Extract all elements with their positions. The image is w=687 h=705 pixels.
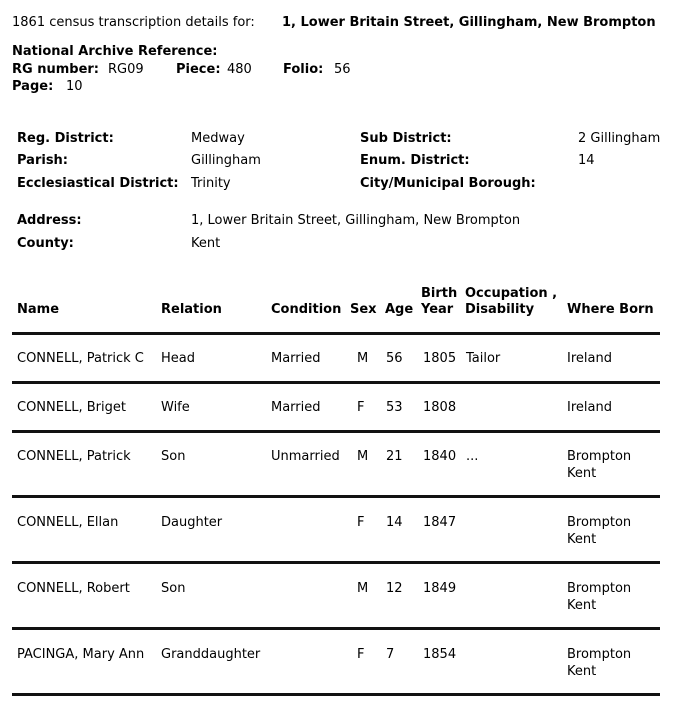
table-divider <box>12 495 660 498</box>
table-divider <box>12 561 660 564</box>
parish-value: Gillingham <box>191 153 261 168</box>
row-where-born-line2: Kent <box>567 532 597 547</box>
rg-number-value: RG09 <box>108 62 144 77</box>
col-header-disability: Disability <box>465 302 535 317</box>
row-name: CONNELL, Ellan <box>17 515 119 530</box>
city-borough-label: City/Municipal Borough: <box>360 176 536 191</box>
row-condition: Unmarried <box>271 449 340 464</box>
col-header-age: Age <box>385 302 414 317</box>
reg-district-label: Reg. District: <box>17 131 114 146</box>
col-header-birth: Birth <box>421 286 458 301</box>
row-birth-year: 1849 <box>423 581 457 596</box>
row-name: CONNELL, Patrick <box>17 449 131 464</box>
col-header-name: Name <box>17 302 60 317</box>
row-occupation: ... <box>466 449 479 464</box>
table-divider <box>12 381 660 384</box>
row-age: 53 <box>386 400 403 415</box>
page-label: Page: <box>12 79 54 94</box>
county-label: County: <box>17 236 74 251</box>
row-relation: Daughter <box>161 515 223 530</box>
row-condition: Married <box>271 400 321 415</box>
row-birth-year: 1854 <box>423 647 457 662</box>
piece-value: 480 <box>227 62 252 77</box>
archive-reference-heading: National Archive Reference: <box>12 44 218 59</box>
row-where-born: Ireland <box>567 400 612 415</box>
ecclesiastical-district-label: Ecclesiastical District: <box>17 176 179 191</box>
row-relation: Granddaughter <box>161 647 261 662</box>
row-sex: F <box>357 400 365 415</box>
address-label: Address: <box>17 213 82 228</box>
folio-label: Folio: <box>283 62 324 77</box>
county-value: Kent <box>191 236 221 251</box>
row-sex: M <box>357 449 369 464</box>
rg-number-label: RG number: <box>12 62 99 77</box>
row-birth-year: 1847 <box>423 515 457 530</box>
page-value: 10 <box>66 79 83 94</box>
table-divider <box>12 430 660 433</box>
row-relation: Son <box>161 449 186 464</box>
reg-district-value: Medway <box>191 131 245 146</box>
row-where-born: Brompton <box>567 515 632 530</box>
page-title: 1, Lower Britain Street, Gillingham, New Brompton <box>282 15 656 30</box>
table-divider <box>12 332 660 335</box>
row-name: PACINGA, Mary Ann <box>17 647 145 662</box>
row-relation: Head <box>161 351 195 366</box>
col-header-relation: Relation <box>161 302 222 317</box>
row-birth-year: 1808 <box>423 400 457 415</box>
row-where-born-line2: Kent <box>567 466 597 481</box>
row-age: 12 <box>386 581 403 596</box>
row-name: CONNELL, Briget <box>17 400 126 415</box>
page-intro: 1861 census transcription details for: <box>12 15 255 30</box>
col-header-occupation: Occupation , <box>465 286 558 301</box>
row-where-born: Ireland <box>567 351 612 366</box>
row-sex: M <box>357 581 369 596</box>
row-where-born: Brompton <box>567 581 632 596</box>
enum-district-value: 14 <box>578 153 595 168</box>
row-sex: F <box>357 515 365 530</box>
sub-district-value: 2 Gillingham <box>578 131 661 146</box>
parish-label: Parish: <box>17 153 69 168</box>
folio-value: 56 <box>334 62 351 77</box>
row-where-born: Brompton <box>567 449 632 464</box>
row-sex: M <box>357 351 369 366</box>
enum-district-label: Enum. District: <box>360 153 470 168</box>
table-divider <box>12 693 660 696</box>
row-condition: Married <box>271 351 321 366</box>
col-header-year: Year <box>421 302 454 317</box>
piece-label: Piece: <box>176 62 221 77</box>
row-age: 7 <box>386 647 395 662</box>
col-header-condition: Condition <box>271 302 342 317</box>
row-where-born: Brompton <box>567 647 632 662</box>
row-where-born-line2: Kent <box>567 664 597 679</box>
row-age: 21 <box>386 449 403 464</box>
row-sex: F <box>357 647 365 662</box>
row-name: CONNELL, Patrick C <box>17 351 144 366</box>
sub-district-label: Sub District: <box>360 131 452 146</box>
row-occupation: Tailor <box>466 351 501 366</box>
table-divider <box>12 627 660 630</box>
row-relation: Wife <box>161 400 190 415</box>
row-birth-year: 1840 <box>423 449 457 464</box>
ecclesiastical-district-value: Trinity <box>191 176 231 191</box>
row-age: 56 <box>386 351 403 366</box>
row-age: 14 <box>386 515 403 530</box>
address-value: 1, Lower Britain Street, Gillingham, New Brompton <box>191 213 521 228</box>
row-where-born-line2: Kent <box>567 598 597 613</box>
row-relation: Son <box>161 581 186 596</box>
col-header-sex: Sex <box>350 302 377 317</box>
row-name: CONNELL, Robert <box>17 581 130 596</box>
col-header-where-born: Where Born <box>567 302 654 317</box>
row-birth-year: 1805 <box>423 351 457 366</box>
